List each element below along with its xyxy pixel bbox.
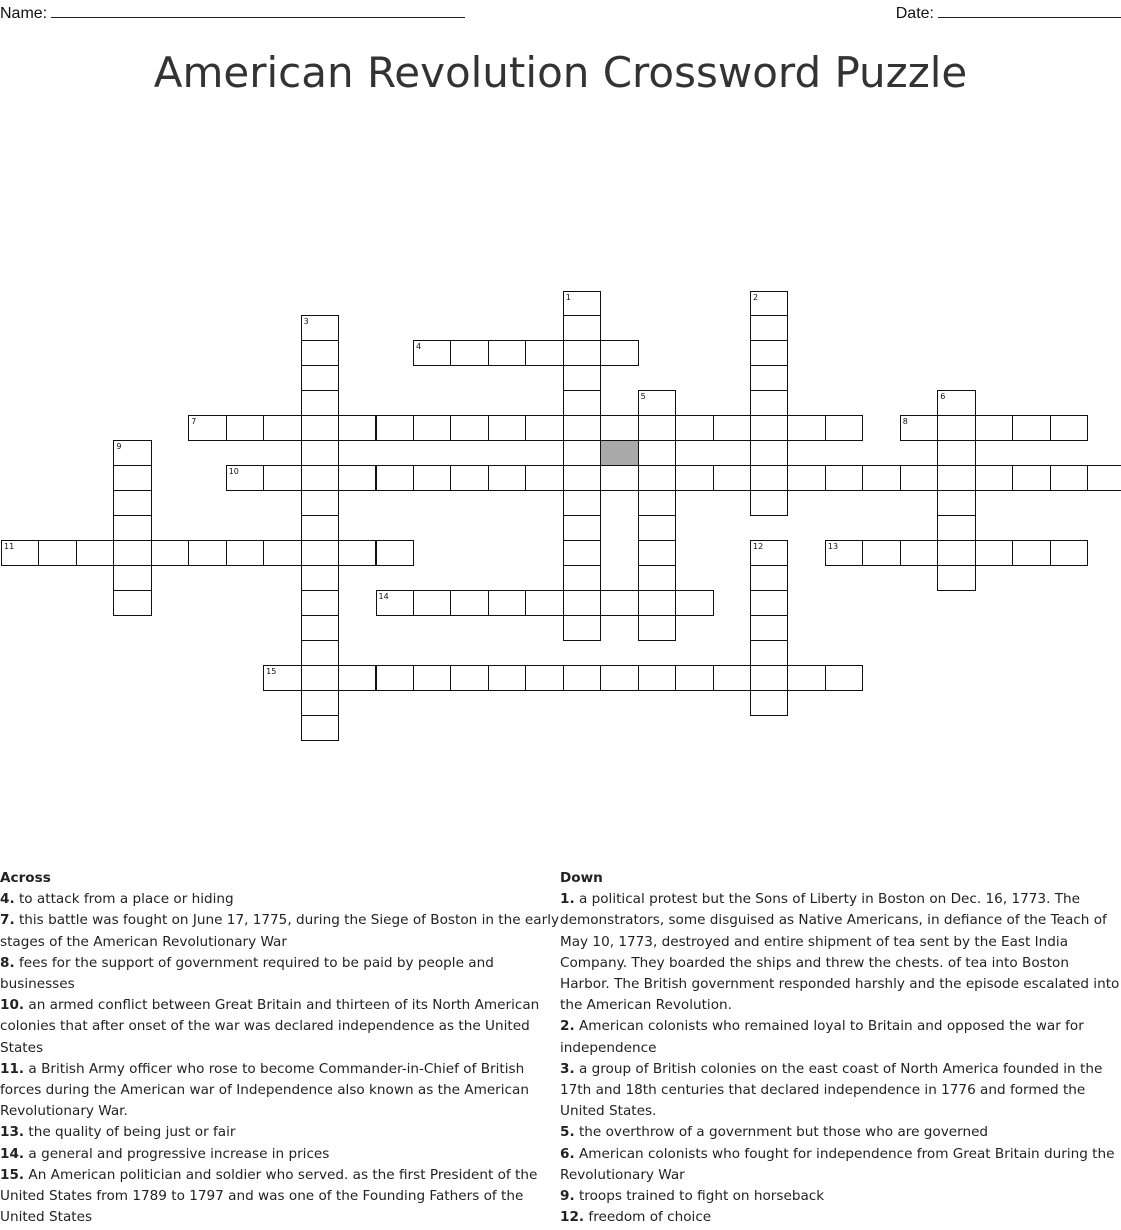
clue-number: 3. xyxy=(560,1060,575,1077)
grid-cell[interactable] xyxy=(376,590,414,616)
grid-cell[interactable] xyxy=(600,590,638,616)
grid-cell[interactable] xyxy=(450,665,488,691)
grid-cell[interactable] xyxy=(563,291,601,317)
clue-text: An American politician and soldier who served. as the first President of the United States from 1789 to 1797 and was one of the Founding Fathers of the United States xyxy=(0,1166,538,1226)
grid-cell[interactable] xyxy=(787,465,825,491)
clue-number: 8. xyxy=(0,954,15,971)
grid-cell[interactable] xyxy=(862,540,900,566)
down-clue xyxy=(560,1016,1120,1058)
grid-cell[interactable] xyxy=(975,465,1013,491)
down-clue xyxy=(560,1207,1120,1228)
grid-cell[interactable] xyxy=(862,465,900,491)
grid-cell[interactable] xyxy=(113,590,151,616)
grid-cell[interactable] xyxy=(563,665,601,691)
grid-cell[interactable] xyxy=(1012,465,1050,491)
clue-text: the quality of being just or fair xyxy=(24,1124,236,1141)
grid-cell[interactable] xyxy=(301,440,339,466)
clue-number: 13. xyxy=(0,1124,25,1141)
grid-cell[interactable] xyxy=(750,565,788,591)
grid-cell[interactable] xyxy=(937,440,975,466)
grid-cell[interactable] xyxy=(488,665,526,691)
date-field[interactable] xyxy=(896,3,1121,23)
grid-cell[interactable] xyxy=(525,590,563,616)
grid-cell[interactable] xyxy=(113,565,151,591)
grid-cell[interactable] xyxy=(937,390,975,416)
clue-text: to attack from a place or hiding xyxy=(14,891,234,908)
grid-cell[interactable] xyxy=(713,415,751,441)
grid-cell[interactable] xyxy=(750,640,788,666)
grid-cell[interactable] xyxy=(563,565,601,591)
clue-number: 14. xyxy=(0,1145,25,1162)
name-blank-line[interactable] xyxy=(51,3,465,18)
grid-cell[interactable] xyxy=(750,615,788,641)
grid-cell[interactable] xyxy=(525,465,563,491)
grid-cell[interactable] xyxy=(413,665,451,691)
grid-cell[interactable] xyxy=(937,465,975,491)
clue-text: a general and progressive increase in prices xyxy=(24,1145,330,1162)
grid-cell[interactable] xyxy=(563,615,601,641)
grid-cell[interactable] xyxy=(413,465,451,491)
grid-cell[interactable] xyxy=(488,590,526,616)
down-clue xyxy=(560,1122,1120,1143)
grid-cell[interactable] xyxy=(1087,465,1121,491)
grid-cell[interactable] xyxy=(900,465,938,491)
grid-cell[interactable] xyxy=(188,415,226,441)
grid-cell[interactable] xyxy=(563,540,601,566)
grid-cell[interactable] xyxy=(301,515,339,541)
grid-cell[interactable] xyxy=(638,540,676,566)
down-clue xyxy=(560,1186,1120,1207)
grid-cell[interactable] xyxy=(450,340,488,366)
grid-cell[interactable] xyxy=(38,540,76,566)
grid-cell[interactable] xyxy=(638,390,676,416)
grid-cell[interactable] xyxy=(825,415,863,441)
grid-cell[interactable] xyxy=(301,315,339,341)
clue-number: 15. xyxy=(0,1166,25,1183)
grid-cell[interactable] xyxy=(825,665,863,691)
grid-cell[interactable] xyxy=(638,515,676,541)
clue-number-9: 9 xyxy=(116,442,122,452)
across-clue xyxy=(0,1122,560,1143)
grid-cell[interactable] xyxy=(301,540,339,566)
grid-cell[interactable] xyxy=(563,365,601,391)
across-clue xyxy=(0,889,560,910)
grid-cell[interactable] xyxy=(263,465,301,491)
grid-cell[interactable] xyxy=(563,390,601,416)
clue-number: 10. xyxy=(0,997,25,1014)
clue-number: 5. xyxy=(560,1124,575,1141)
page-title: American Revolution Crossword Puzzle xyxy=(153,48,968,97)
grid-cell[interactable] xyxy=(301,640,339,666)
clue-text: this battle was fought on June 17, 1775, during the Siege of Boston in the early stages of the American Revolutionary War xyxy=(0,912,560,950)
grid-cell[interactable] xyxy=(450,590,488,616)
grid-cell[interactable] xyxy=(76,540,114,566)
clue-text: troops trained to fight on horseback xyxy=(574,1188,825,1205)
grid-cell[interactable] xyxy=(1,540,39,566)
grid-cell[interactable] xyxy=(900,415,938,441)
grid-cell[interactable] xyxy=(750,340,788,366)
grid-cell[interactable] xyxy=(787,665,825,691)
grid-cell[interactable] xyxy=(563,415,601,441)
grid-cell[interactable] xyxy=(713,465,751,491)
grid-cell[interactable] xyxy=(675,465,713,491)
grid-cell[interactable] xyxy=(600,415,638,441)
down-clue xyxy=(560,1144,1120,1186)
grid-cell[interactable] xyxy=(937,540,975,566)
grid-cell[interactable] xyxy=(338,665,376,691)
clue-text: a political protest but the Sons of Liberty in Boston on Dec. 16, 1773. The demonstrators, some disguised as Native Americans, in defiance of the Teach of May 10, 1773, destroyed and entire shipment of tea sent by the East India Company. They boarded the ships and threw the chests. of tea into Boston Harbor. The British government responded harshly and the episode escalated into the American Revolution. xyxy=(560,891,1120,1014)
clue-number-8: 8 xyxy=(902,417,908,427)
across-clue xyxy=(0,1165,560,1229)
clue-number-1: 1 xyxy=(565,292,571,302)
clue-text: an armed conflict between Great Britain and thirteen of its North American colonies that after onset of the war was declared independence as the United States xyxy=(0,997,540,1056)
grid-cell[interactable] xyxy=(638,565,676,591)
grid-cell[interactable] xyxy=(226,415,264,441)
grid-cell[interactable] xyxy=(338,540,376,566)
clue-number-13: 13 xyxy=(827,542,839,552)
grid-cell[interactable] xyxy=(301,590,339,616)
grid-cell[interactable] xyxy=(750,540,788,566)
clue-text: fees for the support of government required to be paid by people and businesses xyxy=(0,954,494,993)
grid-cell[interactable] xyxy=(638,465,676,491)
clue-text: the overthrow of a government but those who are governed xyxy=(574,1124,989,1141)
grid-cell[interactable] xyxy=(787,415,825,441)
grid-cell[interactable] xyxy=(301,390,339,416)
grid-cell[interactable] xyxy=(750,291,788,317)
grid-cell[interactable] xyxy=(301,615,339,641)
across-heading: Across xyxy=(0,870,51,886)
grid-cell[interactable] xyxy=(1050,415,1088,441)
grid-cell[interactable] xyxy=(1012,415,1050,441)
grid-cell[interactable] xyxy=(376,540,414,566)
down-clue-list xyxy=(560,889,1120,1228)
grid-cell[interactable] xyxy=(638,415,676,441)
clue-number: 12. xyxy=(560,1209,585,1226)
down-heading: Down xyxy=(560,870,603,886)
across-clue xyxy=(0,910,560,952)
grid-cell[interactable] xyxy=(488,465,526,491)
across-clue xyxy=(0,1144,560,1165)
grid-cell[interactable] xyxy=(525,415,563,441)
clue-number-7: 7 xyxy=(191,417,197,427)
clue-number: 7. xyxy=(0,912,15,929)
grid-cell[interactable] xyxy=(1050,465,1088,491)
across-clue xyxy=(0,953,560,995)
grid-cell[interactable] xyxy=(113,490,151,516)
clue-number-11: 11 xyxy=(4,542,15,552)
grid-cell[interactable] xyxy=(525,340,563,366)
grid-cell[interactable] xyxy=(825,540,863,566)
clue-text: American colonists who remained loyal to Britain and opposed the war for independence xyxy=(560,1018,1084,1056)
grid-cell[interactable] xyxy=(113,440,151,466)
across-clues xyxy=(0,868,560,1228)
clue-number: 11. xyxy=(0,1060,25,1077)
grid-cell[interactable] xyxy=(975,415,1013,441)
grid-cell[interactable] xyxy=(750,415,788,441)
grid-cell[interactable] xyxy=(563,315,601,341)
clue-number-5: 5 xyxy=(640,392,646,402)
grid-cell[interactable] xyxy=(825,465,863,491)
grid-cell[interactable] xyxy=(675,590,713,616)
grid-cell[interactable] xyxy=(750,690,788,716)
down-clue xyxy=(560,1059,1120,1123)
clue-number-14: 14 xyxy=(378,592,389,602)
grid-cell[interactable] xyxy=(226,540,264,566)
grid-cell[interactable] xyxy=(713,665,751,691)
grid-cell[interactable] xyxy=(450,465,488,491)
grid-cell[interactable] xyxy=(113,465,151,491)
down-clues xyxy=(560,868,1120,1228)
clue-number-6: 6 xyxy=(940,392,946,402)
across-clue xyxy=(0,1059,560,1123)
grid-cell[interactable] xyxy=(750,315,788,341)
clue-number: 6. xyxy=(560,1145,575,1162)
grid-cell[interactable] xyxy=(750,590,788,616)
clue-text: freedom of choice xyxy=(584,1209,712,1226)
grid-cell[interactable] xyxy=(563,590,601,616)
across-clue-list xyxy=(0,889,560,1228)
down-clue xyxy=(560,889,1120,1016)
shaded-cell xyxy=(600,440,638,466)
grid-cell[interactable] xyxy=(226,465,264,491)
clue-text: American colonists who fought for independence from Great Britain during the Revolutionary War xyxy=(560,1145,1115,1183)
grid-cell[interactable] xyxy=(750,365,788,391)
grid-cell[interactable] xyxy=(263,540,301,566)
date-label: Date: xyxy=(895,5,934,22)
clue-number-4: 4 xyxy=(415,342,422,352)
grid-cell[interactable] xyxy=(600,340,638,366)
grid-cell[interactable] xyxy=(975,540,1013,566)
grid-cell[interactable] xyxy=(301,715,339,741)
grid-cell[interactable] xyxy=(413,590,451,616)
grid-cell[interactable] xyxy=(675,665,713,691)
grid-cell[interactable] xyxy=(151,540,189,566)
name-label: Name: xyxy=(0,5,48,22)
grid-cell[interactable] xyxy=(301,365,339,391)
grid-cell[interactable] xyxy=(600,465,638,491)
clue-number: 1. xyxy=(560,891,575,908)
grid-cell[interactable] xyxy=(1050,540,1088,566)
grid-cell[interactable] xyxy=(301,665,339,691)
grid-cell[interactable] xyxy=(563,515,601,541)
grid-cell[interactable] xyxy=(900,540,938,566)
clue-number-12: 12 xyxy=(753,542,764,552)
grid-cell[interactable] xyxy=(301,690,339,716)
grid-cell[interactable] xyxy=(638,590,676,616)
grid-cell[interactable] xyxy=(937,415,975,441)
clue-number: 2. xyxy=(560,1018,575,1035)
grid-cell[interactable] xyxy=(301,340,339,366)
grid-cell[interactable] xyxy=(376,665,414,691)
grid-cell[interactable] xyxy=(338,465,376,491)
clue-number-2: 2 xyxy=(753,292,759,302)
grid-cell[interactable] xyxy=(563,490,601,516)
grid-cell[interactable] xyxy=(413,415,451,441)
grid-cell[interactable] xyxy=(376,465,414,491)
grid-cell[interactable] xyxy=(937,515,975,541)
grid-cell[interactable] xyxy=(338,415,376,441)
grid-cell[interactable] xyxy=(750,440,788,466)
grid-cell[interactable] xyxy=(301,465,339,491)
grid-cell[interactable] xyxy=(638,615,676,641)
grid-cell[interactable] xyxy=(638,440,676,466)
across-clue xyxy=(0,995,560,1059)
grid-cell[interactable] xyxy=(263,415,301,441)
clue-number-3: 3 xyxy=(303,317,309,327)
grid-cell[interactable] xyxy=(563,340,601,366)
grid-cell[interactable] xyxy=(301,565,339,591)
grid-cell[interactable] xyxy=(750,390,788,416)
grid-cell[interactable] xyxy=(301,415,339,441)
clue-text: a group of British colonies on the east coast of North America founded in the 17th and 18th centuries that declared independence in 1776 and formed the United States. xyxy=(560,1060,1103,1120)
grid-cell[interactable] xyxy=(563,465,601,491)
grid-cell[interactable] xyxy=(488,340,526,366)
date-blank-line[interactable] xyxy=(938,3,1121,18)
grid-cell[interactable] xyxy=(638,490,676,516)
clue-number-15: 15 xyxy=(266,667,277,676)
grid-cell[interactable] xyxy=(450,415,488,441)
grid-cell[interactable] xyxy=(937,565,975,591)
grid-cell[interactable] xyxy=(413,340,451,366)
clue-number: 4. xyxy=(0,891,15,908)
grid-cell[interactable] xyxy=(600,665,638,691)
grid-cell[interactable] xyxy=(488,415,526,441)
grid-cell[interactable] xyxy=(376,415,414,441)
grid-cell[interactable] xyxy=(188,540,226,566)
grid-cell[interactable] xyxy=(675,415,713,441)
grid-cell[interactable] xyxy=(1012,540,1050,566)
grid-cell[interactable] xyxy=(113,515,151,541)
grid-cell[interactable] xyxy=(113,540,151,566)
grid-cell[interactable] xyxy=(525,665,563,691)
grid-cell[interactable] xyxy=(937,490,975,516)
grid-cell[interactable] xyxy=(263,665,301,691)
clue-number: 9. xyxy=(560,1188,575,1205)
clue-number-10: 10 xyxy=(228,467,239,477)
grid-cell[interactable] xyxy=(750,490,788,516)
grid-cell[interactable] xyxy=(638,665,676,691)
grid-cell[interactable] xyxy=(301,490,339,516)
grid-cell[interactable] xyxy=(750,665,788,691)
clue-text: a British Army officer who rose to become Commander-in-Chief of British forces during the American war of Independence also known as the American Revolutionary War. xyxy=(0,1060,529,1120)
grid-cell[interactable] xyxy=(750,465,788,491)
grid-cell[interactable] xyxy=(563,440,601,466)
name-field[interactable] xyxy=(0,3,465,23)
